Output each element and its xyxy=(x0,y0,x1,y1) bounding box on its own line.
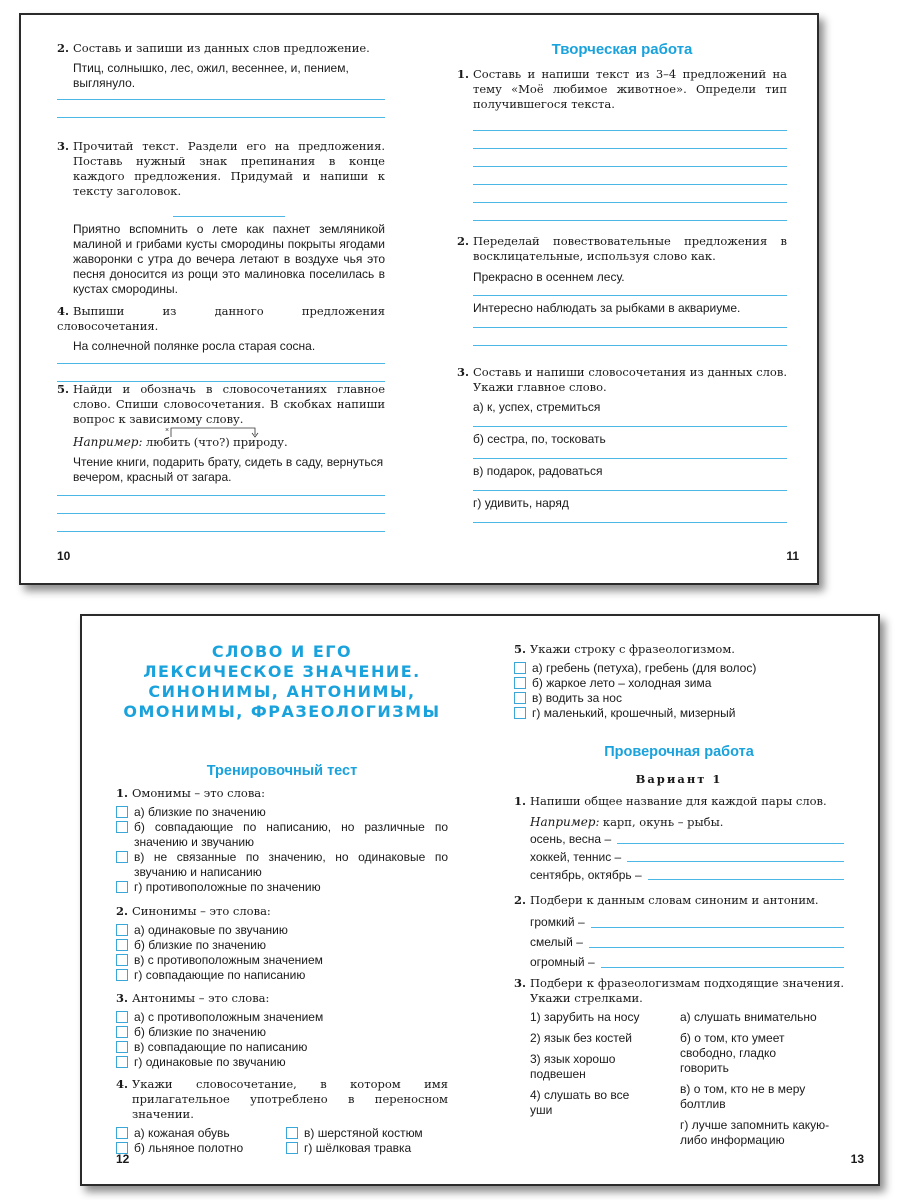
creative-work-title: Творческая работа xyxy=(551,41,693,58)
meaning-d[interactable]: г) лучше запомнить какую-либо информацию xyxy=(680,1118,830,1147)
meaning-a[interactable]: а) слушать внимательно xyxy=(680,1010,817,1024)
task-number: 1. xyxy=(457,67,470,81)
section-title xyxy=(116,642,448,722)
task-number: 3. xyxy=(457,365,470,379)
task-number: 3. xyxy=(514,976,527,990)
answer-line[interactable] xyxy=(57,513,385,514)
answer-line[interactable] xyxy=(627,861,844,862)
option-label: а) близкие по значению xyxy=(134,805,266,819)
section-title-line-1: СЛОВО И ЕГО xyxy=(211,642,353,661)
task-number: 3. xyxy=(57,139,70,153)
option-b[interactable] xyxy=(116,1025,448,1040)
checkbox[interactable] xyxy=(116,806,128,818)
workbook-spread-pages-12-13 xyxy=(80,614,880,1186)
option-label: б) близкие по значению xyxy=(134,1025,267,1039)
pair-label: осень, весна – xyxy=(530,832,612,846)
option-label: б) близкие по значению xyxy=(134,938,267,952)
option-label: в) шерстяной костюм xyxy=(304,1126,423,1140)
answer-line[interactable] xyxy=(473,490,787,491)
task-instruction: Выпиши из данного предложения словосочетания. xyxy=(57,304,385,333)
page-number-11: 11 xyxy=(786,549,799,563)
phraseologism-list xyxy=(530,1010,680,1148)
task-4 xyxy=(57,304,385,382)
question-3 xyxy=(116,991,448,1070)
question-2 xyxy=(116,904,448,983)
answer-line[interactable] xyxy=(473,148,787,149)
creative-task-2 xyxy=(457,234,787,346)
checkbox[interactable] xyxy=(116,939,128,951)
training-test-title: Тренировочный тест xyxy=(206,763,358,779)
answer-line[interactable] xyxy=(57,117,385,118)
source-sentence: На солнечной полянке росла старая сосна. xyxy=(73,339,316,353)
option-label: б) льняное полотно xyxy=(134,1141,244,1155)
option-b[interactable] xyxy=(116,820,448,850)
word-row-1 xyxy=(530,912,844,932)
word-row-3 xyxy=(530,952,844,972)
checkbox[interactable] xyxy=(116,1011,128,1023)
task-number: 4. xyxy=(57,304,70,318)
option-d[interactable] xyxy=(286,1141,446,1156)
task-instruction: Составь и напиши текст из 3–4 предложений на тему «Моё любимое животное». Определи тип получившегося текста. xyxy=(473,67,787,111)
example-label: Например: xyxy=(530,815,600,829)
page-number-10: 10 xyxy=(57,549,71,563)
option-label: г) одинаковые по звучанию xyxy=(134,1055,286,1069)
check-task-3 xyxy=(514,976,844,1148)
task-instruction: Составь и запиши из данных слов предложение. xyxy=(73,41,370,55)
checkbox[interactable] xyxy=(116,1026,128,1038)
workbook-spread-pages-10-11 xyxy=(19,13,819,585)
sentence-1: Прекрасно в осеннем лесу. xyxy=(473,270,625,284)
answer-line[interactable] xyxy=(473,202,787,203)
page-10 xyxy=(57,15,385,583)
option-label: в) с противоположным значением xyxy=(134,953,323,967)
option-a[interactable] xyxy=(116,1126,286,1141)
task-number: 2. xyxy=(57,41,70,55)
phraseologism-2[interactable]: 2) язык без костей xyxy=(530,1031,632,1045)
question-text: Укажи словосочетание, в котором имя прилагательное употреблено в переносном значении. xyxy=(132,1077,448,1121)
phrase-list: Чтение книги, подарить брату, сидеть в саду, вернуться вечером, красный от загара. xyxy=(73,455,384,484)
answer-line[interactable] xyxy=(601,967,844,968)
check-task-1 xyxy=(514,794,844,884)
checkbox[interactable] xyxy=(116,881,128,893)
option-label: а) с противоположным значением xyxy=(134,1010,324,1024)
word-group-d: г) удивить, наряд xyxy=(473,496,569,510)
option-a[interactable] xyxy=(116,805,448,820)
question-number: 5. xyxy=(514,642,527,656)
task-instruction: Прочитай текст. Раздели его на предложения. Поставь нужный знак препинания в конце каждого предложения. Придумай и напиши к тексту заголовок. xyxy=(73,139,385,198)
answer-line[interactable] xyxy=(591,927,844,928)
question-number: 3. xyxy=(116,991,129,1005)
answer-line[interactable] xyxy=(473,327,787,328)
answer-line[interactable] xyxy=(473,220,787,221)
checkbox[interactable] xyxy=(116,924,128,936)
task-number: 1. xyxy=(514,794,527,808)
section-title-line-4: ОМОНИМЫ, ФРАЗЕОЛОГИЗМЫ xyxy=(123,702,441,721)
task-2 xyxy=(57,41,385,118)
page-11 xyxy=(457,15,799,583)
checkbox[interactable] xyxy=(286,1142,298,1154)
meaning-c[interactable]: в) о том, кто не в меру болтлив xyxy=(680,1082,806,1111)
pair-row-3 xyxy=(530,866,844,884)
answer-line[interactable] xyxy=(473,522,787,523)
task-instruction: Найди и обозначь в словосочетаниях главное слово. Спиши словосочетания. В скобках напиши вопрос к зависимому слову. xyxy=(73,382,385,426)
answer-line[interactable] xyxy=(473,426,787,427)
phraseologism-4[interactable]: 4) слушать во все уши xyxy=(530,1088,630,1117)
answer-line[interactable] xyxy=(473,130,787,131)
check-task-2 xyxy=(514,893,844,972)
section-title-line-3: СИНОНИМЫ, АНТОНИМЫ, xyxy=(148,682,416,701)
dependency-arrow-icon xyxy=(167,426,267,440)
word-list: Птиц, солнышко, лес, ожил, весеннее, и, пением, выглянуло. xyxy=(73,61,349,90)
question-text: Синонимы – это слова: xyxy=(132,904,271,918)
unpunctuated-text: Приятно вспомнить о лете как пахнет земляникой малиной и грибами кусты смородины покрыты ягодами жаворонки с утра до вечера летают в воздухе чья это песня доносится из рощи это малиновка поселилась в кустах смородины. xyxy=(73,222,385,296)
answer-line[interactable] xyxy=(57,99,385,100)
task-instruction: Напиши общее название для каждой пары слов. xyxy=(530,794,827,808)
task-number: 2. xyxy=(514,893,527,907)
checkbox[interactable] xyxy=(116,1041,128,1053)
task-instruction: Подбери к фразеологизмам подходящие значения. Укажи стрелками. xyxy=(530,976,844,1005)
meaning-list xyxy=(680,1010,840,1148)
task-5 xyxy=(57,382,385,532)
option-b[interactable] xyxy=(116,938,448,953)
variant-label: Вариант 1 xyxy=(635,772,723,786)
question-text: Укажи строку с фразеологизмом. xyxy=(530,642,735,656)
sentence-2: Интересно наблюдать за рыбками в аквариуме. xyxy=(473,301,741,315)
answer-line[interactable] xyxy=(648,879,844,880)
example-question: (что?) xyxy=(193,435,230,449)
page-12 xyxy=(116,616,448,1184)
option-c[interactable] xyxy=(514,691,844,706)
checkbox[interactable] xyxy=(514,707,526,719)
checkbox[interactable] xyxy=(514,677,526,689)
pair-label: сентябрь, октябрь – xyxy=(530,868,642,882)
option-label: б) совпадающие по написанию, но различные по значению и звучанию xyxy=(134,820,448,849)
option-label: в) совпадающие по написанию xyxy=(134,1040,308,1054)
checkbox[interactable] xyxy=(286,1127,298,1139)
option-c[interactable] xyxy=(286,1126,446,1141)
checkbox[interactable] xyxy=(116,969,128,981)
section-title-line-2: ЛЕКСИЧЕСКОЕ ЗНАЧЕНИЕ. xyxy=(143,662,421,681)
pair-label: хоккей, теннис – xyxy=(530,850,622,864)
svg-text:×: × xyxy=(165,427,170,434)
option-d[interactable] xyxy=(116,1055,448,1070)
task-instruction: Переделай повествовательные предложения в восклицательные, используя слово как. xyxy=(473,234,787,263)
task-instruction: Подбери к данным словам синоним и антоним. xyxy=(530,893,819,907)
word-label: смелый – xyxy=(530,935,583,949)
answer-line[interactable] xyxy=(473,184,787,185)
option-d[interactable] xyxy=(514,706,844,721)
creative-task-3 xyxy=(457,365,787,523)
answer-line[interactable] xyxy=(57,363,385,364)
option-d[interactable] xyxy=(116,968,448,983)
option-label: г) совпадающие по написанию xyxy=(134,968,306,982)
option-label: г) маленький, крошечный, мизерный xyxy=(532,706,736,720)
option-label: а) одинаковые по звучанию xyxy=(134,923,288,937)
question-number: 1. xyxy=(116,786,129,800)
example-dependent-word: природу. xyxy=(233,435,288,449)
title-answer-line[interactable] xyxy=(173,216,285,217)
example-text: карп, окунь – рыбы. xyxy=(602,815,724,829)
task-instruction: Составь и напиши словосочетания из данных слов. Укажи главное слово. xyxy=(473,365,787,394)
question-4 xyxy=(116,1077,448,1156)
example-line xyxy=(514,814,844,830)
page-13 xyxy=(514,616,864,1184)
meaning-b[interactable]: б) о том, кто умеет свободно, гладко говорить xyxy=(680,1031,785,1075)
word-group-a: а) к, успех, стремиться xyxy=(473,400,601,414)
checkbox[interactable] xyxy=(514,692,526,704)
example-label: Например: xyxy=(73,435,143,449)
option-a[interactable] xyxy=(514,661,844,676)
option-b[interactable] xyxy=(116,1141,286,1156)
option-d[interactable] xyxy=(116,880,448,895)
option-label: в) водить за нос xyxy=(532,691,622,705)
creative-task-1 xyxy=(457,67,787,221)
option-a[interactable] xyxy=(116,1010,448,1025)
word-label: огромный – xyxy=(530,955,595,969)
option-c[interactable] xyxy=(116,1040,448,1055)
phraseologism-1[interactable]: 1) зарубить на носу xyxy=(530,1010,640,1024)
answer-line[interactable] xyxy=(473,458,787,459)
checkbox[interactable] xyxy=(116,1056,128,1068)
example-line xyxy=(57,427,385,450)
check-work-title: Проверочная работа xyxy=(604,744,754,760)
option-c[interactable] xyxy=(116,850,448,880)
checkbox[interactable] xyxy=(116,1127,128,1139)
pair-row-1 xyxy=(530,830,844,848)
task-number: 5. xyxy=(57,382,70,396)
question-5 xyxy=(514,642,844,721)
answer-line[interactable] xyxy=(617,843,844,844)
answer-line[interactable] xyxy=(57,531,385,532)
task-number: 2. xyxy=(457,234,470,248)
checkbox[interactable] xyxy=(514,662,526,674)
answer-line[interactable] xyxy=(473,166,787,167)
answer-line[interactable] xyxy=(473,295,787,296)
answer-line[interactable] xyxy=(589,947,844,948)
checkbox[interactable] xyxy=(116,821,128,833)
option-b[interactable] xyxy=(514,676,844,691)
question-number: 2. xyxy=(116,904,129,918)
question-text: Антонимы – это слова: xyxy=(132,991,270,1005)
question-number: 4. xyxy=(116,1077,129,1091)
option-label: а) гребень (петуха), гребень (для волос) xyxy=(532,661,757,675)
option-label: а) кожаная обувь xyxy=(134,1126,230,1140)
word-group-b: б) сестра, по, тосковать xyxy=(473,432,606,446)
question-1 xyxy=(116,786,448,895)
option-label: г) шёлковая травка xyxy=(304,1141,412,1155)
option-c[interactable] xyxy=(116,953,448,968)
page-number-13: 13 xyxy=(850,1152,864,1166)
task-3 xyxy=(57,139,385,297)
option-label: г) противоположные по значению xyxy=(134,880,321,894)
option-label: в) не связанные по значению, но одинаковые по звучанию и написанию xyxy=(134,850,448,879)
checkbox[interactable] xyxy=(116,954,128,966)
option-label: б) жаркое лето – холодная зима xyxy=(532,676,712,690)
word-group-c: в) подарок, радоваться xyxy=(473,464,603,478)
answer-line[interactable] xyxy=(473,345,787,346)
pair-row-2 xyxy=(530,848,844,866)
word-label: громкий – xyxy=(530,915,585,929)
checkbox[interactable] xyxy=(116,851,128,863)
question-text: Омонимы – это слова: xyxy=(132,786,266,800)
word-row-2 xyxy=(530,932,844,952)
answer-line[interactable] xyxy=(57,495,385,496)
phraseologism-3[interactable]: 3) язык хорошо подвешен xyxy=(530,1052,616,1081)
page-number-12: 12 xyxy=(116,1152,130,1166)
option-a[interactable] xyxy=(116,923,448,938)
example-main-word: любить xyxy=(145,435,191,449)
